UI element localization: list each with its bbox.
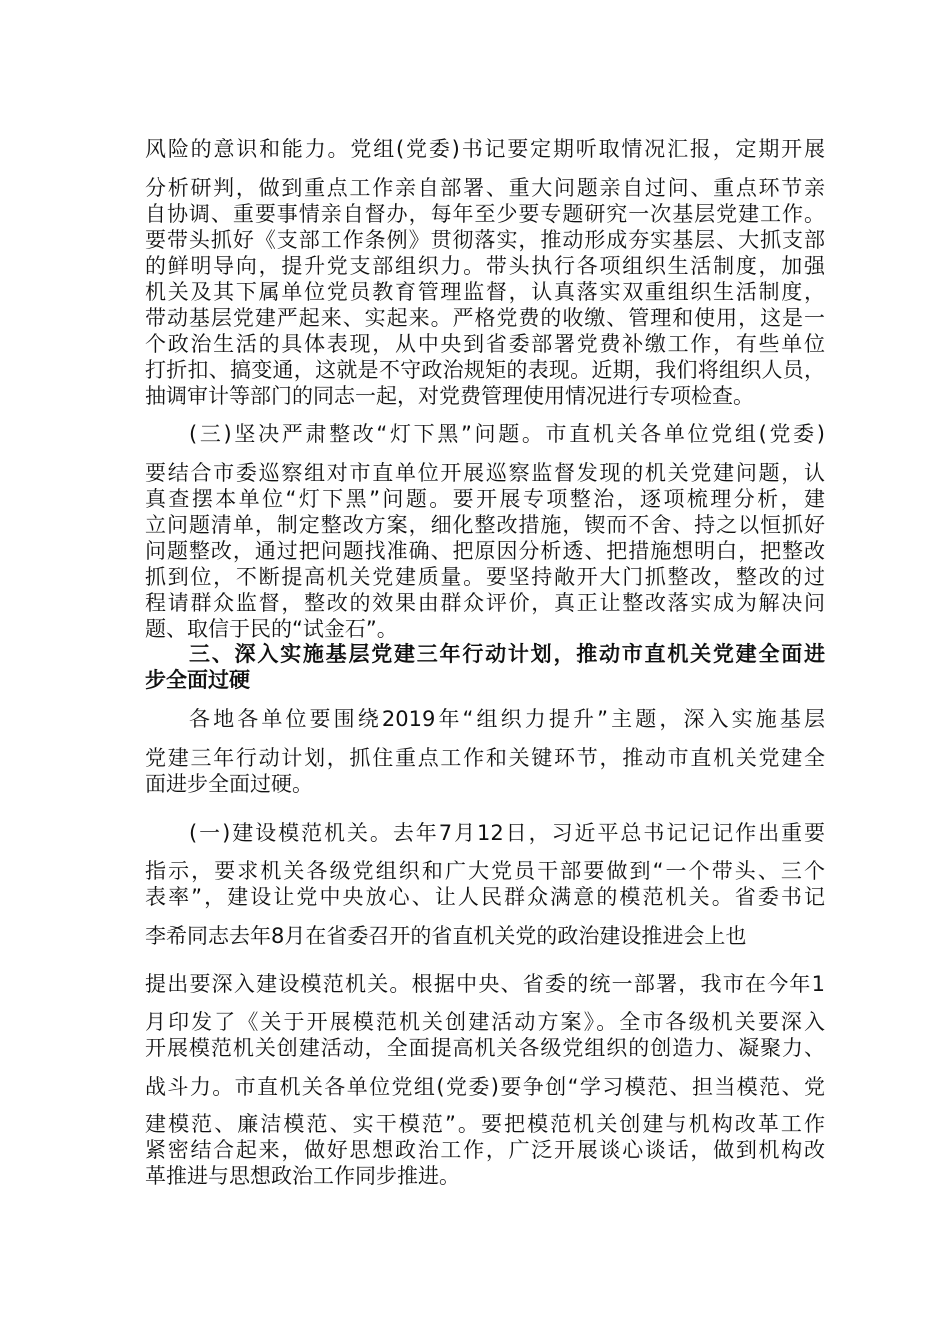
text-line: 建模范、廉洁模范、实干模范”。要把模范机关创建与机构改革工作 [145,1112,825,1136]
text-line: 打折扣、搞变通，这就是不守政治规矩的表现。近期，我们将组织人员， [145,358,825,382]
text-line: 开展模范机关创建活动，全面提高机关各级党组织的创造力、凝聚力、 [145,1036,825,1060]
text-line: 紧密结合起来，做好思想政治工作，广泛开展谈心谈话，做到机构改 [145,1138,825,1162]
text-line: 各地各单位要围绕2019年“组织力提升”主题，深入实施基层 [189,707,825,731]
text-line: 风险的意识和能力。党组(党委)书记要定期听取情况汇报，定期开展 [145,137,825,161]
text-line: 机关及其下属单位党员教育管理监督，认真落实双重组织生活制度， [145,280,825,304]
text-line: 题、取信于民的“试金石”。 [145,617,398,641]
text-line: 的鲜明导向，提升党支部组织力。带头执行各项组织生活制度，加强 [145,254,825,278]
text-line: 问题整改，通过把问题找准确、把原因分析透、把措施想明白，把整改 [145,539,825,563]
text-line: 抽调审计等部门的同志一起，对党费管理使用情况进行专项检查。 [145,384,754,408]
text-line: 抓到位，不断提高机关党建质量。要坚持敞开大门抓整改，整改的过 [145,565,825,589]
text-line: 分析研判，做到重点工作亲自部署、重大问题亲自过问、重点环节亲 [145,176,825,200]
text-line: 要结合市委巡察组对市直单位开展巡察监督发现的机关党建问题，认 [145,461,825,485]
text-line: (一)建设模范机关。去年7月12日，习近平总书记记记作出重要 [189,821,825,845]
text-line: 革推进与思想政治工作同步推进。 [145,1164,460,1188]
text-line: 提出要深入建设模范机关。根据中央、省委的统一部署，我市在今年1 [145,972,825,996]
text-line: 表率”，建设让党中央放心、让人民群众满意的模范机关。省委书记 [145,885,825,909]
text-line: 真查摆本单位“灯下黑”问题。要开展专项整治，逐项梳理分析，建 [145,487,825,511]
text-line: 面进步全面过硬。 [145,772,313,796]
text-line: 个政治生活的具体表现，从中央到省委部署党费补缴工作，有些单位 [145,332,825,356]
text-line: 程请群众监督，整改的效果由群众评价，真正让整改落实成为解决问 [145,591,825,615]
text-line: 立问题清单，制定整改方案，细化整改措施，锲而不舍、持之以恒抓好 [145,513,825,537]
text-line: 带动基层党建严起来、实起来。严格党费的收缴、管理和使用，这是一 [145,306,825,330]
text-line: 自协调、重要事情亲自督办，每年至少要专题研究一次基层党建工作。 [145,202,825,226]
section-heading: 三、深入实施基层党建三年行动计划，推动市直机关党建全面进 [189,642,825,666]
section-heading: 步全面过硬 [145,668,250,692]
text-line: 指示，要求机关各级党组织和广大党员干部要做到“一个带头、三个 [145,859,825,883]
text-line: 战斗力。市直机关各单位党组(党委)要争创“学习模范、担当模范、党 [145,1075,825,1099]
text-line: 要带头抓好《支部工作条例》贯彻落实，推动形成夯实基层、大抓支部 [145,228,825,252]
text-line: 月印发了《关于开展模范机关创建活动方案》。全市各级机关要深入 [145,1010,825,1034]
text-line: 党建三年行动计划，抓住重点工作和关键环节，推动市直机关党建全 [145,746,825,770]
text-line: (三)坚决严肃整改“灯下黑”问题。市直机关各单位党组(党委) [189,422,825,446]
text-line: 李希同志去年8月在省委召开的省直机关党的政治建设推进会上也 [145,924,747,948]
